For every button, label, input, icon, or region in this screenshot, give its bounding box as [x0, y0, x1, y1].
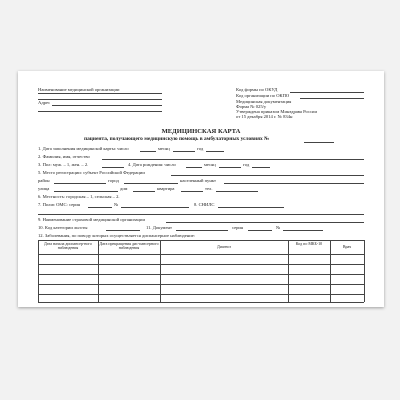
field-1-month[interactable] — [173, 151, 195, 152]
card-subtitle: пациента, получающего медицинскую помощь в амбулаторных условиях № — [84, 136, 270, 142]
okud-label: Код формы по ОКУД — [236, 87, 278, 92]
col-header-icd-code: Код по МКБ-10 — [295, 241, 323, 246]
form-number: Форма № 025/у — [236, 104, 267, 109]
field-5-house-line[interactable] — [133, 191, 155, 192]
field-7-number-line[interactable] — [121, 207, 189, 208]
field-1-day[interactable] — [140, 151, 156, 152]
address-label: Адрес — [38, 100, 51, 105]
field-5-district-line[interactable] — [54, 183, 106, 184]
field-5-street-line[interactable] — [54, 191, 118, 192]
field-7-series-line[interactable] — [88, 207, 112, 208]
address-line — [52, 105, 162, 106]
field-5-flat-line[interactable] — [181, 191, 203, 192]
card-title: МЕДИЦИНСКАЯ КАРТА — [161, 128, 241, 135]
col-header-end-date: Дата прекращения дис-пансерного наблюдения — [99, 241, 159, 251]
field-5-region-line[interactable] — [171, 175, 364, 176]
field-5-house-label: дом — [120, 186, 128, 191]
table-row — [38, 264, 364, 265]
field-1-label: 1. Дата заполнения медицинской карты: число — [38, 146, 129, 151]
field-10-line[interactable] — [106, 230, 140, 231]
col-header-diagnosis: Диагноз — [216, 244, 231, 249]
approved-text: Утверждена приказом Минздрава России — [236, 109, 317, 114]
table-row — [38, 274, 364, 275]
field-4-label: 4. Дата рождения: число — [128, 162, 176, 167]
field-5-label: 5. Место регистрации: субъект Российской Федерации — [38, 170, 145, 175]
okud-line — [290, 92, 364, 93]
field-4-month-label: месяц — [204, 162, 216, 167]
field-1-year-label: год — [197, 146, 204, 151]
col-header-doctor: Врач — [342, 244, 352, 249]
field-11-number-line[interactable] — [283, 230, 323, 231]
field-7-label: 7. Полис ОМС: серия — [38, 202, 80, 207]
field-1-month-label: месяц — [158, 146, 170, 151]
field-3-label: 3. Пол: муж. – 1, жен. – 2. — [38, 162, 89, 167]
org-name-line — [38, 93, 162, 94]
table-bottom-border — [38, 302, 364, 303]
field-10-label: 10. Код категории льготы — [38, 225, 88, 230]
field-5-locality-line[interactable] — [224, 183, 364, 184]
field-11-number-label: № — [276, 225, 281, 230]
field-5-city-label: город — [108, 178, 119, 183]
field-9-line[interactable] — [166, 222, 364, 223]
field-12-label: 12. Заболевания, по поводу которых осуществляется диспансерное наблюдение: — [38, 233, 196, 238]
field-4-year-label: год — [243, 162, 250, 167]
field-2-line[interactable] — [102, 159, 364, 160]
field-11-line[interactable] — [176, 230, 228, 231]
field-4-day[interactable] — [186, 167, 202, 168]
col-header-start-date: Дата начала диспансер-ного наблюдения — [44, 241, 92, 251]
table-row — [38, 294, 364, 295]
field-8-line[interactable] — [218, 207, 284, 208]
org-name-label: Наименование медицинской организации — [38, 87, 120, 92]
table-col-border — [364, 240, 365, 302]
field-5-locality-label: населенный пункт — [180, 178, 216, 183]
field-5-flat-label: квартира — [157, 186, 175, 191]
field-5-district-label: район — [38, 178, 50, 183]
field-8-label: 8. СНИЛС — [194, 202, 215, 207]
table-header-border — [38, 254, 364, 255]
table-row — [38, 284, 364, 285]
okpo-line — [300, 98, 364, 99]
table-col-border — [288, 240, 289, 302]
approved-date: от 15 декабря 2014 г. № 834н — [236, 114, 293, 119]
field-5-street-label: улица — [38, 186, 50, 191]
field-6-label: 6. Местность: городская – 1, сельская – 2. — [38, 194, 120, 199]
okpo-label: Код организации по ОКПО — [236, 93, 290, 98]
field-3-line[interactable] — [102, 167, 124, 168]
field-5-city-line[interactable] — [124, 183, 178, 184]
field-5-phone-line[interactable] — [216, 191, 258, 192]
field-7-number-label: № — [114, 202, 119, 207]
address-line-2 — [38, 111, 162, 112]
field-9-label: 9. Наименование страховой медицинской организации — [38, 217, 145, 222]
field-5-phone-label: тел. — [205, 186, 213, 191]
doc-type: Медицинская документация — [236, 99, 292, 104]
blank-line-1 — [38, 214, 364, 215]
field-11-label: 11. Документ — [146, 225, 172, 230]
field-11-series-label: серия — [232, 225, 244, 230]
card-number-line — [304, 142, 334, 143]
field-4-year[interactable] — [252, 167, 270, 168]
medical-card-sheet — [18, 71, 384, 307]
org-name-line-2 — [38, 99, 162, 100]
field-11-series-line[interactable] — [248, 230, 272, 231]
field-2-label: 2. Фамилия, имя, отчество — [38, 154, 90, 159]
field-1-year[interactable] — [206, 151, 224, 152]
field-4-month[interactable] — [219, 167, 241, 168]
